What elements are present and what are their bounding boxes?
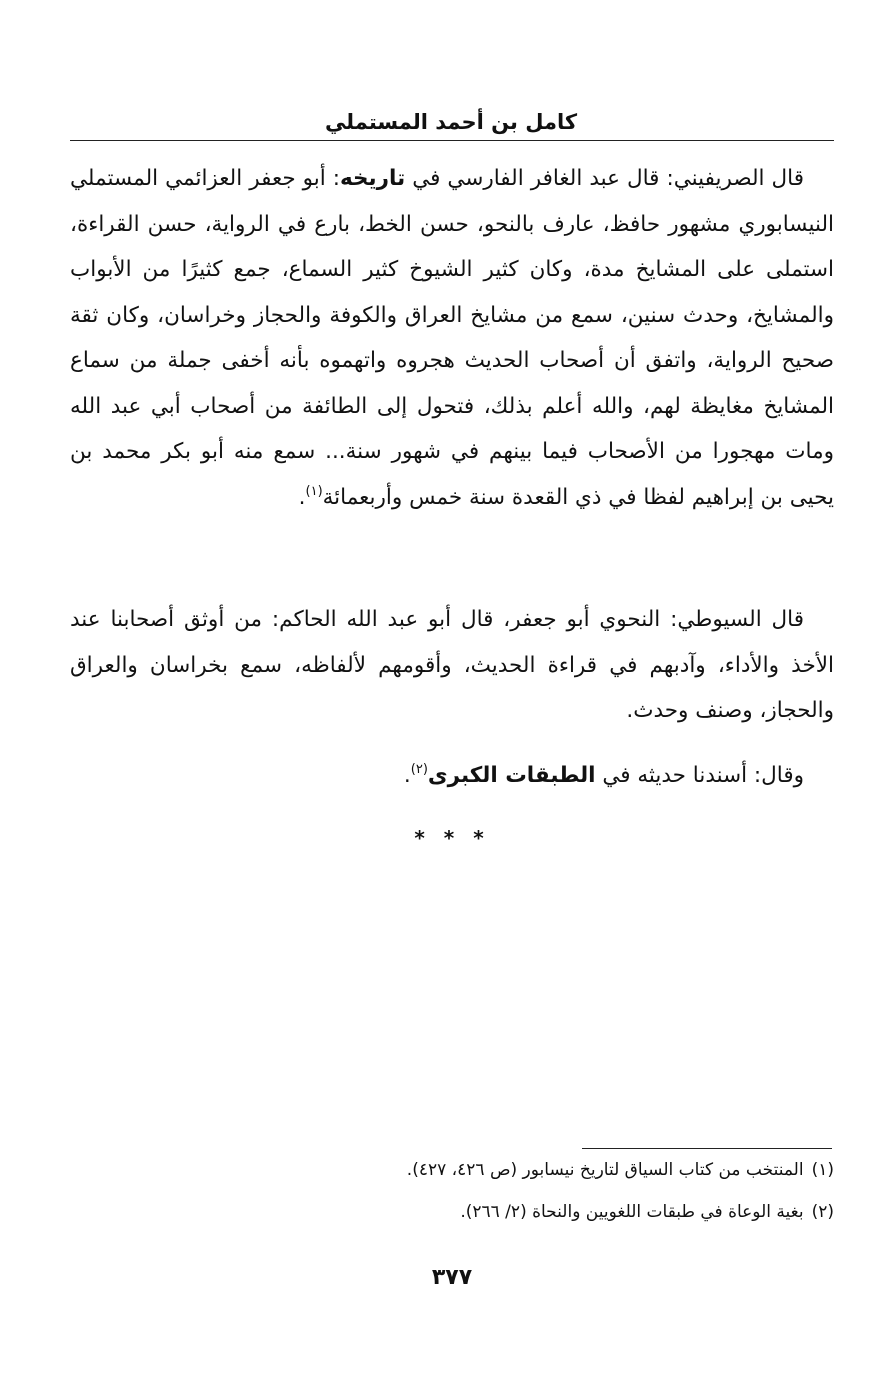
biography-paragraph-3 (70, 753, 834, 802)
paragraph-3-text: وقال: أسندنا حديثه في (595, 763, 804, 788)
footnote-1 (70, 1157, 834, 1183)
footnote-2-number: (٢) (811, 1202, 834, 1222)
paragraph-1-end: . (298, 484, 306, 510)
paragraph-1-text: : أبو جعفر العزائمي المستملي النيسابوري مشهور حافظ، عارف بالنحو، حسن الخط، بارع في الرواية، حسن القراءة، استملى على المشايخ مدة، وكان كثير الشيوخ كثير السماع، جمع كثيرًا من الأبواب والمشايخ، وحدث سنين، سمع من مشايخ العراق والكوفة والحجاز وخراسان، وكان ثقة صحيح الرواية، واتفق أن أصحاب الحديث هجروه واتهموه بأنه أخفى جملة من سماع المشايخ مغايظة لهم، والله أعلم بذلك، فتحول إلى الطائفة من أصحاب أبي عبد الله ومات مهجورا من الأصحاب فيما بينهم في شهور سنة... سمع منه أبو بكر محمد بن يحيى بن إبراهيم لفظا في ذي القعدة سنة خمس وأربعمائة (70, 166, 834, 510)
footnote-ref-1: (١) (305, 483, 323, 499)
header-rule (70, 140, 834, 141)
footnote-1-text: المنتخب من كتاب السياق لتاريخ نيسابور (ص ٤٢٦، ٤٢٧). (406, 1160, 804, 1180)
running-title: كامل بن أحمد المستملي (324, 110, 578, 134)
paragraph-3-source-title: الطبقات الكبرى (427, 763, 596, 788)
paragraph-1-speaker: قال الصريفيني: قال عبد الغافر الفارسي في (405, 166, 804, 191)
paragraph-1-source-title: تاريخه (340, 166, 406, 191)
footnote-2-text: بغية الوعاة في طبقات اللغويين والنحاة (٢/ ٢٦٦). (460, 1202, 804, 1222)
paragraph-3-end: . (403, 763, 411, 788)
page-number: ٣٧٧ (431, 1265, 473, 1290)
section-separator: * * * (414, 826, 490, 850)
footnote-rule (582, 1148, 832, 1149)
biography-paragraph-1 (70, 156, 834, 523)
footnote-1-number: (١) (811, 1160, 834, 1180)
biography-paragraph-2: قال السيوطي: النحوي أبو جعفر، قال أبو عبد الله الحاكم: من أوثق أصحابنا عند الأخذ والأداء، وآدبهم في قراءة الحديث، وأقومهم لألفاظه، سمع بخراسان والعراق والحجاز، وصنف وحدث. (70, 607, 834, 723)
footnote-2 (70, 1199, 834, 1225)
footnote-ref-2: (٢) (410, 762, 428, 777)
